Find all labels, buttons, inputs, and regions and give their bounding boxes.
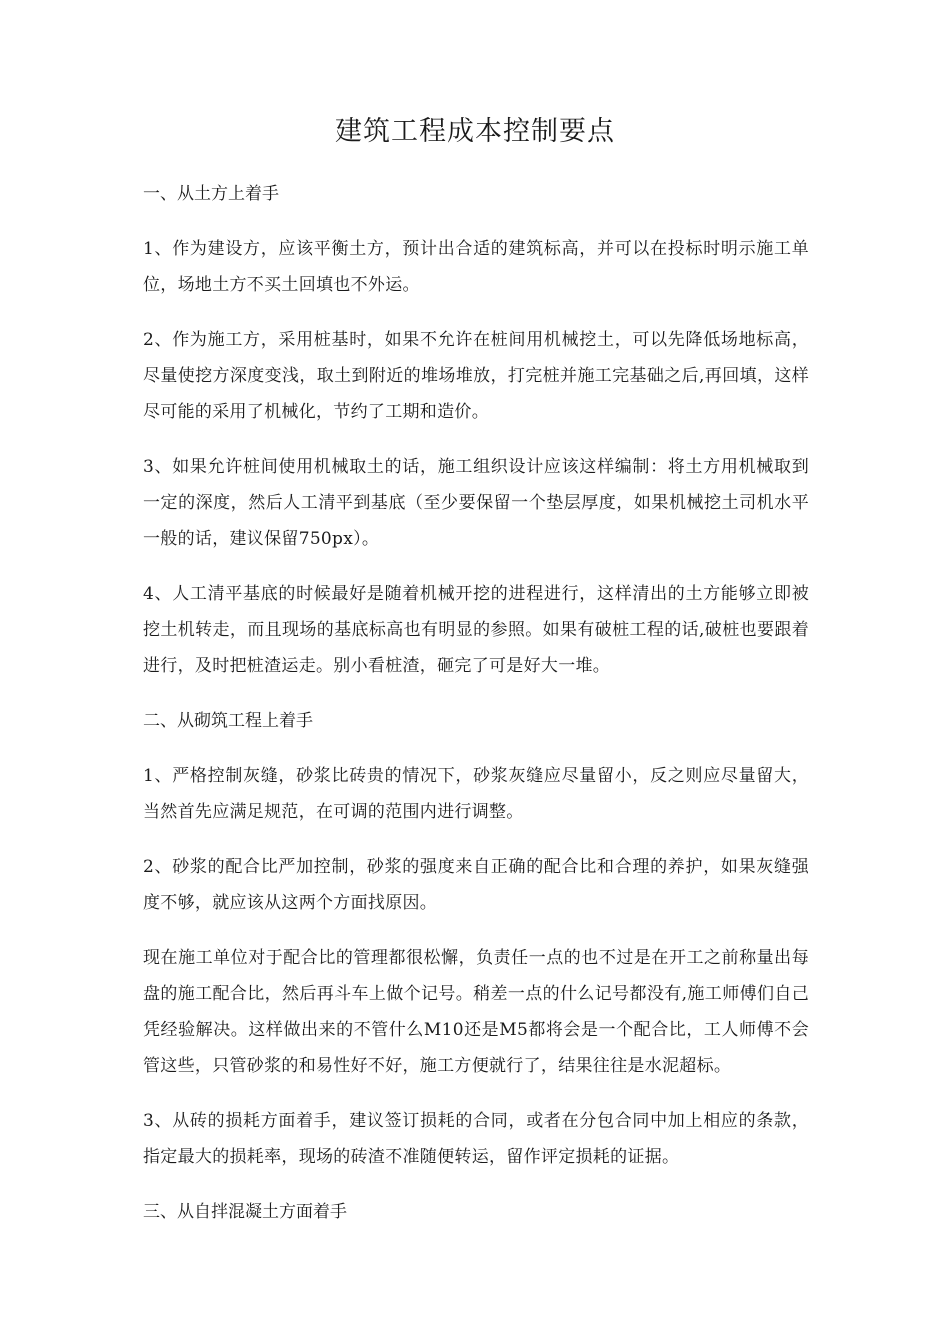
paragraph: 现在施工单位对于配合比的管理都很松懈，负责任一点的也不过是在开工之前称量出每盘的施工配合比，然后再斗车上做个记号。稍差一点的什么记号都没有,施工师傅们自己凭经验解决。这样做出来的不管什么M10还是M5都将会是一个配合比，工人师傅不会管这些，只管砂浆的和易性好不好，施工方便就行了，结果往往是水泥超标。 bbox=[143, 948, 809, 1076]
section-heading: 三、从自拌混凝土方面着手 bbox=[143, 1202, 347, 1222]
paragraph: 1、作为建设方，应该平衡土方，预计出合适的建筑标高，并可以在投标时明示施工单位，场地土方不买土回填也不外运。 bbox=[143, 239, 809, 295]
paragraph: 1、严格控制灰缝，砂浆比砖贵的情况下，砂浆灰缝应尽量留小，反之则应尽量留大，当然首先应满足规范，在可调的范围内进行调整。 bbox=[143, 766, 809, 822]
section-heading: 二、从砌筑工程上着手 bbox=[143, 711, 313, 731]
paragraph: 3、如果允许桩间使用机械取土的话，施工组织设计应该这样编制：将土方用机械取到一定的深度，然后人工清平到基底（至少要保留一个垫层厚度，如果机械挖土司机水平一般的话，建议保留750px）。 bbox=[143, 457, 809, 549]
paragraph: 2、作为施工方，采用桩基时，如果不允许在桩间用机械挖土，可以先降低场地标高，尽量使挖方深度变浅，取土到附近的堆场堆放，打完桩并施工完基础之后,再回填，这样尽可能的采用了机械化，节约了工期和造价。 bbox=[143, 330, 809, 422]
paragraph: 2、砂浆的配合比严加控制，砂浆的强度来自正确的配合比和合理的养护，如果灰缝强度不够，就应该从这两个方面找原因。 bbox=[143, 857, 809, 913]
paragraph: 3、从砖的损耗方面着手，建议签订损耗的合同，或者在分包合同中加上相应的条款，指定最大的损耗率，现场的砖渣不准随便转运，留作评定损耗的证据。 bbox=[143, 1111, 809, 1167]
document-title: 建筑工程成本控制要点 bbox=[335, 116, 615, 147]
section-heading: 一、从土方上着手 bbox=[143, 184, 279, 204]
document-body bbox=[143, 176, 809, 1249]
paragraph: 4、人工清平基底的时候最好是随着机械开挖的进程进行，这样清出的土方能够立即被挖土机转走，而且现场的基底标高也有明显的参照。如果有破桩工程的话,破桩也要跟着进行，及时把桩渣运走。别小看桩渣，砸完了可是好大一堆。 bbox=[143, 584, 809, 676]
